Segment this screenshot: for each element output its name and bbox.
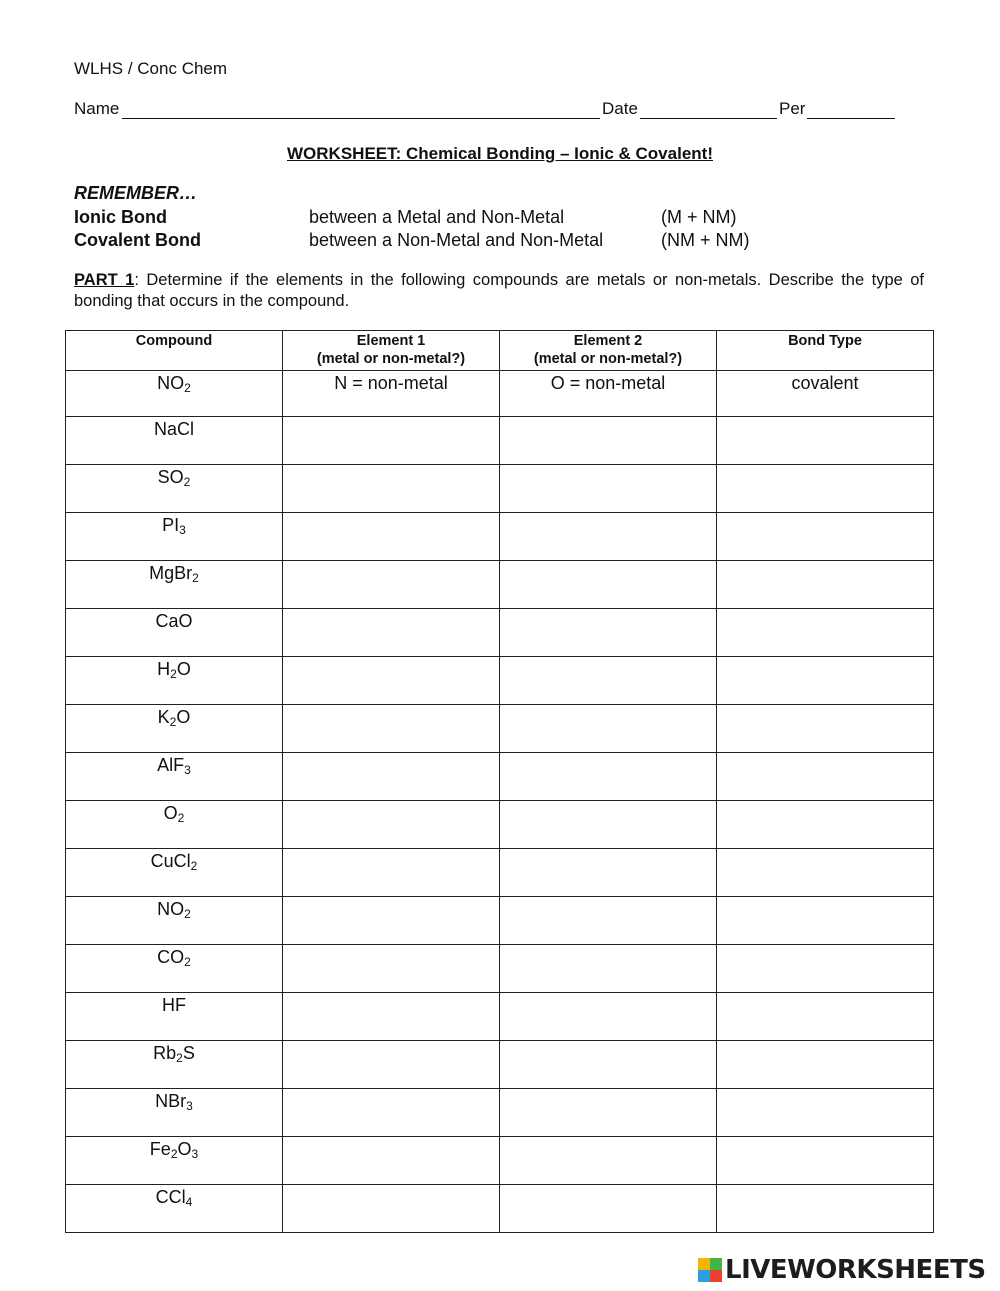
- definition-term: Ionic Bond: [74, 207, 167, 227]
- column-header-line1: Bond Type: [788, 333, 862, 349]
- element1-cell[interactable]: [283, 1041, 500, 1089]
- column-header-bond-type: [717, 331, 934, 371]
- table-row: [66, 801, 934, 849]
- ionic-bond-definition: [74, 207, 924, 229]
- table-row: [66, 849, 934, 897]
- compound-cell: [66, 417, 283, 465]
- compound-cell: [66, 705, 283, 753]
- logo-square: [710, 1270, 722, 1282]
- bond-type-cell[interactable]: [717, 1137, 934, 1185]
- date-label: Date: [602, 99, 638, 118]
- formula-text: S: [182, 1043, 195, 1063]
- course-header: WLHS / Conc Chem: [74, 59, 228, 78]
- formula-text: MgBr: [149, 563, 193, 583]
- element1-cell[interactable]: [283, 657, 500, 705]
- formula-subscript: 2: [169, 715, 177, 729]
- table-row: [66, 705, 934, 753]
- table-row: [66, 897, 934, 945]
- compound-cell: [66, 849, 283, 897]
- column-header-line1: Element 2: [573, 333, 643, 349]
- column-header-element1: [283, 331, 500, 371]
- element1-cell[interactable]: [283, 849, 500, 897]
- element1-cell[interactable]: [283, 417, 500, 465]
- compound-cell: [66, 897, 283, 945]
- formula-text: NO: [157, 373, 185, 393]
- column-header-compound: [66, 331, 283, 371]
- element2-cell[interactable]: [500, 1137, 717, 1185]
- table-row: [66, 1185, 934, 1233]
- formula-text: NO: [157, 899, 185, 919]
- bond-type-cell[interactable]: [717, 897, 934, 945]
- definition-description: between a Metal and Non-Metal: [309, 207, 565, 227]
- table-row: [66, 513, 934, 561]
- definition-term: Covalent Bond: [74, 230, 202, 250]
- bonding-table: [65, 330, 934, 1233]
- element1-cell[interactable]: [283, 801, 500, 849]
- part1-text: : Determine if the elements in the following compounds are metals or non-metals. Describe the type of bonding that occurs in the compound.: [74, 271, 925, 310]
- formula-text: O: [176, 659, 191, 679]
- formula-subscript: 2: [184, 955, 191, 969]
- table-row: [66, 371, 934, 417]
- bond-type-cell[interactable]: [717, 1089, 934, 1137]
- element2-cell[interactable]: [500, 1185, 717, 1233]
- formula-text: Rb: [153, 1043, 177, 1063]
- element1-cell[interactable]: [283, 609, 500, 657]
- formula-text: AlF: [157, 755, 185, 775]
- bond-type-cell[interactable]: [717, 705, 934, 753]
- formula-subscript: 2: [192, 571, 199, 585]
- formula-subscript: 2: [177, 811, 185, 825]
- formula-subscript: 3: [179, 523, 186, 537]
- table-row: [66, 561, 934, 609]
- compound-cell: [66, 945, 283, 993]
- formula-subscript: 3: [184, 763, 191, 777]
- table-row: [66, 657, 934, 705]
- element2-cell[interactable]: [500, 561, 717, 609]
- formula-text: O: [177, 1139, 192, 1159]
- column-header-element2: [500, 331, 717, 371]
- remember-heading: REMEMBER…: [74, 183, 198, 203]
- bond-type-cell[interactable]: [717, 657, 934, 705]
- formula-text: Fe: [149, 1139, 171, 1159]
- bond-type-cell[interactable]: [717, 1185, 934, 1233]
- compound-cell: [66, 1185, 283, 1233]
- definition-description: between a Non-Metal and Non-Metal: [309, 230, 604, 250]
- table-body: [66, 371, 934, 1233]
- name-date-per-line: [74, 99, 904, 123]
- formula-text: K: [157, 707, 170, 727]
- per-label: Per: [779, 99, 806, 118]
- logo-square: [698, 1258, 710, 1270]
- element2-cell[interactable]: [500, 753, 717, 801]
- element2-cell[interactable]: [500, 801, 717, 849]
- table-row: [66, 609, 934, 657]
- element1-cell[interactable]: [283, 465, 500, 513]
- table-row: [66, 465, 934, 513]
- per-input-line[interactable]: [807, 118, 895, 119]
- compound-cell: [66, 801, 283, 849]
- table-row: [66, 1137, 934, 1185]
- formula-subscript: 2: [176, 1051, 183, 1065]
- table-row: [66, 417, 934, 465]
- formula-text: O: [176, 707, 191, 727]
- element2-cell[interactable]: [500, 945, 717, 993]
- formula-text: H: [157, 659, 171, 679]
- compound-cell: [66, 1089, 283, 1137]
- formula-text: CuCl: [150, 851, 191, 871]
- formula-text: CaO: [155, 611, 193, 631]
- bond-type-cell[interactable]: [717, 561, 934, 609]
- compound-cell: [66, 993, 283, 1041]
- element1-cell[interactable]: [283, 1137, 500, 1185]
- bond-type-cell: covalent: [717, 371, 934, 417]
- formula-subscript: 3: [186, 1099, 193, 1113]
- formula-text: CO: [157, 947, 185, 967]
- bond-type-cell[interactable]: [717, 609, 934, 657]
- bond-type-cell[interactable]: [717, 945, 934, 993]
- element2-cell[interactable]: [500, 657, 717, 705]
- table-row: [66, 945, 934, 993]
- element2-cell[interactable]: [500, 513, 717, 561]
- element2-cell[interactable]: [500, 417, 717, 465]
- element1-cell[interactable]: [283, 1185, 500, 1233]
- part1-instructions: [74, 270, 924, 312]
- part1-label: PART 1: [74, 271, 135, 289]
- formula-subscript: 3: [191, 1147, 199, 1161]
- formula-subscript: 2: [190, 859, 198, 873]
- worksheet-title: WORKSHEET: Chemical Bonding – Ionic & Covalent!: [287, 144, 713, 163]
- bond-type-cell[interactable]: [717, 417, 934, 465]
- compound-cell: [66, 513, 283, 561]
- element2-cell[interactable]: [500, 705, 717, 753]
- formula-subscript: 2: [170, 667, 177, 681]
- table-row: [66, 1041, 934, 1089]
- formula-text: PI: [162, 515, 180, 535]
- compound-cell: [66, 371, 283, 417]
- date-input-line[interactable]: [640, 118, 777, 119]
- bond-type-cell[interactable]: [717, 465, 934, 513]
- liveworksheets-logo: [698, 1255, 986, 1285]
- logo-square: [710, 1258, 722, 1270]
- column-header-line2: (metal or non-metal?): [316, 351, 466, 367]
- liveworksheets-brand-text: LIVEWORKSHEETS: [725, 1255, 986, 1285]
- formula-text: NaCl: [153, 419, 194, 439]
- definition-abbreviation: (NM + NM): [661, 230, 750, 250]
- name-label: Name: [74, 99, 120, 118]
- table-row: [66, 993, 934, 1041]
- table-header-row: [66, 331, 934, 371]
- compound-cell: [66, 609, 283, 657]
- definition-abbreviation: (M + NM): [661, 207, 737, 227]
- formula-subscript: 2: [183, 475, 191, 489]
- bond-type-cell[interactable]: [717, 849, 934, 897]
- element1-cell[interactable]: [283, 1089, 500, 1137]
- logo-square: [698, 1270, 710, 1282]
- element2-cell[interactable]: [500, 609, 717, 657]
- formula-subscript: 4: [185, 1195, 193, 1209]
- element1-cell[interactable]: [283, 993, 500, 1041]
- element1-cell[interactable]: [283, 753, 500, 801]
- element1-cell[interactable]: [283, 897, 500, 945]
- element1-cell[interactable]: [283, 561, 500, 609]
- name-input-line[interactable]: [122, 118, 600, 119]
- element2-cell[interactable]: [500, 465, 717, 513]
- element2-cell[interactable]: [500, 1041, 717, 1089]
- bond-type-cell[interactable]: [717, 513, 934, 561]
- formula-text: O: [163, 803, 178, 823]
- formula-text: SO: [157, 467, 184, 487]
- column-header-line1: Compound: [135, 333, 213, 349]
- formula-subscript: 2: [184, 381, 191, 395]
- formula-subscript: 2: [184, 907, 191, 921]
- formula-text: HF: [162, 995, 186, 1015]
- element2-cell[interactable]: [500, 993, 717, 1041]
- element1-cell[interactable]: [283, 513, 500, 561]
- formula-subscript: 2: [170, 1147, 178, 1161]
- element1-cell[interactable]: [283, 705, 500, 753]
- element2-cell[interactable]: [500, 1089, 717, 1137]
- column-header-line2: (metal or non-metal?): [533, 351, 683, 367]
- formula-text: NBr: [155, 1091, 187, 1111]
- bond-type-cell[interactable]: [717, 753, 934, 801]
- covalent-bond-definition: [74, 230, 924, 252]
- element2-cell[interactable]: [500, 897, 717, 945]
- element2-cell: O = non-metal: [500, 371, 717, 417]
- bond-type-cell[interactable]: [717, 993, 934, 1041]
- element1-cell: N = non-metal: [283, 371, 500, 417]
- compound-cell: [66, 1137, 283, 1185]
- formula-text: CCl: [155, 1187, 186, 1207]
- column-header-line1: Element 1: [356, 333, 426, 349]
- table-row: [66, 1089, 934, 1137]
- compound-cell: [66, 561, 283, 609]
- bond-type-cell[interactable]: [717, 801, 934, 849]
- element2-cell[interactable]: [500, 849, 717, 897]
- compound-cell: [66, 657, 283, 705]
- liveworksheets-logo-icon: [698, 1258, 722, 1282]
- element1-cell[interactable]: [283, 945, 500, 993]
- compound-cell: [66, 1041, 283, 1089]
- table-row: [66, 753, 934, 801]
- compound-cell: [66, 753, 283, 801]
- compound-cell: [66, 465, 283, 513]
- bond-type-cell[interactable]: [717, 1041, 934, 1089]
